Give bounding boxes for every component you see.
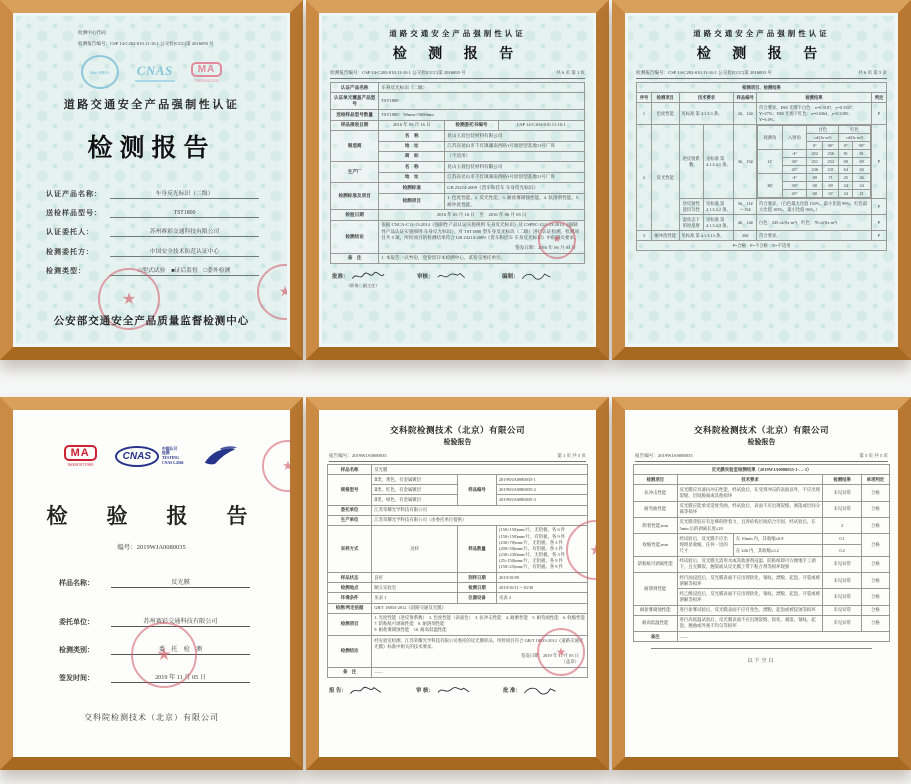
review-sig-label: 审 核： [416, 688, 434, 695]
cover-fields [59, 577, 250, 683]
report-info-table: 认证产品名称 车身反光标识（二级） 认证单元覆盖产品型号 TST1800 送检样品型号数量 TST1800：50mm×5000mm 样品接收日期 2016 年 05 月 16 日 检测委托书编号 CSP 14-C202-010.11-16.1 制造商 名 称 昆山玉宸包装材料有限公司 地 址 江苏省昆山市千灯镇湖南西路1号原创型基地11号厂库 商 标 （不适用） 生产厂 名 称 昆山玉宸包装材料有限公司 地 址 江苏省昆山市千灯镇湖南西路1号原创型基地11号厂库 检测标准及项目 检测标准 GB 23214-2009《货车和挂车 车身反光标识》 检测项目 1. 色度性能。2. 反光性能。3. 耐盐雾腐蚀性能。4. 抗溶剂性能。5. 耐冲洗性能。 检验日期 2016 年 05 月 16 日 至 2016 年 06 月 03 日 检测结论 依据 CNCA-C11-13:2014《强制性产品认证实施规则 车身反光标识》及 CSPEC-C11-13:2014《强制性产品认证实施细则 车身反光标识》，对 TST1800 型车身反光标识（二级）进行认证检测，检测项目共 5 项，所检项目的检测结果符合 GB 23214-2009《货车和挂车 车身反光标识》中的相关要求。 签发日期：2016 年 06 月 03 日 ★ 备 注 1. 本报告一式叁份，壹份留存本检测中心，贰份交委托单位。 [330, 82, 585, 264]
certification-type-line: 道路交通安全产品强制性认证 [63, 99, 240, 111]
results-table: 检测项目、检测结果 序号 检测项目 技术要求 样品编号 检测结果 判定 1 色度性能 见标准 第 4.1.3.3 条。 2#、12# 符合要求。D65 光源下白色：x=0.3187，y=0.3327；Y=27%；D65 光源下红色：x=0.6364，y=0.3385；Y=6.0%； P 2 反光性能 逆反射系数 见标准 第 4.1.3.4.1 条。 3#、15# 观测角 入射角 白色 红色 cd/(lx·m²) cd/(lx·m²) 0° 90° 0° 90° 12′ -4° 252 256 81 81 30° 251 254 69 69 45° 236 231 64 60 30′ -4° 69 71 25 26 30° 68 69 24 24 45° 68 67 24 21 P 逆反射性能均匀性 见标准 第 4.1.3.4.2 条。 5#、11#～15# 符合要求。（白色最大比值 102%，最小比值 99%；红色最大比值 103%，最小比值 96%。） P 湿状态下的逆反射 见标准 第 4.1.3.4.3 条。 4#、14# 白色：245 cd/(lx·m²) 红色：78 cd/(lx·m²) P 3 耐冲洗性能 见标准 第 4.1.3.13 条。 20# 符合要求。 P P=合格 F=不合格 N=不适用 [636, 82, 887, 251]
field-value: 反光膜 [111, 577, 250, 588]
page-indicator: 共 6 页 第 1 页 [556, 70, 585, 75]
framed-certificate-ccc-page5[interactable] [612, 0, 911, 360]
cma-number: 150020021432 [193, 77, 220, 83]
blank-below-note: 以下空白 [747, 659, 776, 665]
retroreflection-matrix: 观测角 入射角 白色 红色 cd/(lx·m²) cd/(lx·m²) 0° 90° 0° 90° 12′ -4° 252 256 81 81 30° 251 254 69 69 45° 236 231 64 60 30′ -4° 69 71 25 26 30° 68 69 24 24 45° 68 67 24 21 [757, 125, 871, 198]
review-label: 审核： [417, 274, 434, 281]
sample-quantities: (150×150)mm/片，无铝板。各 6 件 (150×150)mm/片，有铝板。各 9 件 (230×70)mm/片，无铝板。各 3 件 (200×50)mm/片，有铝板。各 3 件 (230×230)mm/片，无铝板。各 3 件 (25×150)mm/片，无铝板。各 9 件 (150×25)mm/片，有铝板。各 9 件 [496, 525, 587, 572]
certification-type-line: 道路交通安全产品强制性认证 [693, 29, 830, 38]
review-signature [436, 684, 470, 697]
report-number: 报告编号：2019WJA0080035 [329, 453, 387, 458]
compile-label: 编制： [502, 274, 519, 281]
framed-inspection-report-page5[interactable] [612, 397, 911, 770]
jiaokeyuan-swoosh-logo-icon [201, 444, 239, 468]
issuing-company-name: 交科院检测技术（北京）有限公司 [84, 713, 219, 722]
divider [651, 648, 872, 649]
field-label: 样品名称： [59, 579, 94, 587]
report-number-line [636, 70, 887, 79]
approve-label: 批准： [332, 274, 349, 281]
inspection-report-cover [13, 410, 290, 757]
cnas-logo-icon: CNAS 中国认可 检测 TESTING CNAS L4566 [115, 446, 184, 467]
field-label: 认证产品名称： [46, 190, 102, 198]
reviewer-signature [436, 270, 466, 282]
field-label: 委托单位： [59, 618, 94, 626]
field-value: 苏州赛彩交通科技有限公司 [111, 616, 250, 627]
signature-row [332, 270, 583, 282]
field-label: 检测类型： [46, 267, 86, 275]
framed-certificate-ccc-cover[interactable] [0, 0, 303, 360]
signature-row [329, 684, 586, 697]
approver-signature [351, 270, 385, 282]
page-indicator: 共 6 页 第 5 页 [858, 70, 887, 75]
field-label: 检测类别： [59, 646, 94, 654]
accreditation-logos [16, 55, 287, 89]
field-label: 签发时间： [59, 674, 94, 682]
cover-fields [46, 188, 259, 276]
report-number-line [330, 70, 585, 79]
compiler-signature [521, 270, 551, 282]
field-value: 车身反光标识（二级） [110, 188, 259, 199]
legend: P=合格 F=不合格 N=不适用 [637, 241, 887, 251]
approver-title: （职务：副主任） [346, 283, 380, 289]
accreditation-logos [13, 438, 290, 474]
report-subtitle: 检验报告 [443, 438, 472, 446]
certification-type-line: 道路交通安全产品强制性认证 [389, 29, 526, 38]
field-label: 送检样品型号： [46, 208, 102, 217]
cma-logo-icon: MA 160001071969 [64, 445, 97, 467]
inspection-report-page1 [319, 410, 596, 757]
cnas-text: 中国认可 检测 TESTING CNAS L4566 [162, 446, 184, 465]
approve-sig-label: 批 准： [503, 688, 521, 695]
certificate-ccc-page1 [319, 13, 596, 347]
certificate-ccc-cover [13, 13, 290, 347]
ilac-mra-logo-icon: ilac-MRA [81, 55, 119, 89]
report-sig-label: 报 告： [329, 688, 347, 695]
report-signature [349, 684, 383, 697]
framed-inspection-report-page1[interactable] [306, 397, 609, 770]
results-table: 反光膜实验室检测结果（2019WJA0080035-1-…-3） 检测项目 技术要求 检测结果 单项判定 抗冲击性能 反光膜应具备抗冲击性能，经试验后，在受到冲击的表面以外，不应出现裂缝、层间脱离或其他损坏 未见异常 合格 耐弯曲性能 反光膜应能承受适度弯曲，经试验后，表面不应出现裂缝、剥落或层间分离等损坏 未见异常 合格 附着性能,mm 反光膜背胶应有足够的附着力，且各结构层间结合牢固，经试验后，在 5min 后的剥离长度≤20 2 合格 收缩性能,mm 经试验后，反光膜不应出现明显收缩，任何一边的尺寸 在 10min 内，其收缩≤0.8 0.1 合格 在 24h 内，其收缩≤3.2 0.2 防粘纸可剥离性能 经试验后，反光膜无需用水或其他溶剂浸湿，防粘纸即可方便地手工剥下，且无撕裂、翘裂或从反光膜上带下粘合剂等损坏现象 未见异常 合格 耐溶剂性能 经汽油浸泡后，反光膜表面不应出现软化、皱纹、漂脱、起泡、开裂或被溶解等损坏 未见异常 合格 经乙醇浸泡后，反光膜表面不应出现软化、皱纹、漂脱、起泡、开裂或被溶解等损坏 未见异常 合格 耐盐雾腐蚀性能 进行盐雾试验后，反光膜表面不应有变色、漂脱、起泡或被侵蚀等损坏 未见异常 合格 耐高低温性能 进行高低温试验后，反光膜表面不应出现裂缝、软化、剥落、皱纹、起泡、翘曲或外观不均匀等损坏 未见异常 合格 备注 —— [633, 464, 890, 642]
page-indicator: 第 5 页 共 5 页 [859, 453, 888, 458]
sign-date: 签发日期：2016 年 06 月 03 日 [515, 244, 576, 250]
issuing-center-name: 公安部交通安全产品质量监督检测中心 [53, 316, 250, 327]
framed-certificate-ccc-page1[interactable] [306, 0, 609, 360]
report-number: 编号：2019WJA0080035 [117, 544, 186, 551]
framed-inspection-report-cover[interactable] [0, 397, 303, 770]
center-code-label: 检测中心代码： [78, 30, 111, 35]
field-label: 检测委托方： [46, 247, 94, 256]
inspection-report-page5 [625, 410, 898, 757]
report-subtitle: 检验报告 [747, 438, 776, 446]
field-value: 苏州赛彩交通科技有限公司 [110, 226, 259, 237]
cma-logo-icon: MA 150020021432 [191, 62, 223, 83]
conclusion-text: 依据 CNCA-C11-13:2014《强制性产品认证实施规则 车身反光标识》及 CSPEC-C11-13:2014《强制性产品认证实施细则 车身反光标识》，对 TST1800 型车身反光标识（二级）进行认证检测，检测项目共 5 项，所检项目的检测结果符合 GB 23214-2009《货车和挂车 车身反光标识》中的相关要求。 [381, 222, 579, 241]
red-seal-stamp-partial [257, 264, 290, 320]
report-number-line [635, 453, 888, 462]
issuing-company-name: 交科院检测技术（北京）有限公司 [693, 425, 829, 435]
sign-date: 签发日期：2019 年 11 月 05 日 [520, 652, 579, 658]
report-title: 检 测 报 告 [392, 47, 523, 62]
field-label: 认证委托人： [46, 228, 94, 236]
report-title: 检 验 报 告 [46, 504, 257, 528]
report-number: 报告编号：2019WJA0080035 [635, 453, 693, 458]
conclusion-text: 经实验室检测，江苏荣耀光学科技有限公司委托的反光膜样品，所检项目符合 GB/T 18833-2012《道路交通反光膜》标准中相关的技术要求。 [374, 637, 584, 649]
field-value: TST1800 [110, 210, 259, 218]
certificate-ccc-page5 [625, 13, 898, 347]
issuing-company-name: 交科院检测技术（北京）有限公司 [389, 425, 525, 435]
report-number: 检测报告编号：CSP 14-C202-010.11-16.1 公交检[CCC]第 2016093 号 [636, 70, 772, 75]
report-number-line [329, 453, 586, 462]
report-title: 检 测 报 告 [696, 47, 827, 62]
report-title: 检测报告 [87, 135, 216, 162]
report-number: 检测报告编号：CSP 14-C202-010.11-16.1 公交检[CCC]第 2016093 号 [330, 70, 466, 75]
field-value: 中国安全技术防范认证中心 [110, 246, 259, 257]
checkbox-row: □型式试验 ■证后监督 □委外检测 [110, 265, 259, 276]
page-indicator: 第 1 页 共 5 页 [557, 453, 586, 458]
report-number-line: 检测报告编号：CSP 14-C202-010.11-16.1 公交检[CCC]第 2016093 号 [78, 41, 214, 46]
field-value: 2019 年 11 月 05 日 [111, 672, 250, 683]
report-info-table: 样品名称 反光膜 规格型号 Ⅱ类，黄色，有金属镀层 样品编号 2019WJA0080035-1 Ⅱ类，红色，有金属镀层 2019WJA0080035-2 Ⅱ类，绿色，有金属镀层 2019WJA0080035-3 委托单位 江苏荣耀光学科技有限公司 生产单位 江苏荣耀光学科技有限公司（由委托单位提供） 采样方式 送样 样品数量 (150×150)mm/片，无铝板。各 6 件 (150×150)mm/片，有铝板。各 9 件 (230×70)mm/片，无铝板。各 3 件 (200×50)mm/片，有铝板。各 3 件 (230×230)mm/片，无铝板。各 3 件 (25×150)mm/片，无铝板。各 9 件 (150×25)mm/片，有铝板。各 9 件 样品状态 良好 到样日期 2019/10/09 检测地点 顺义实验室 检测日期 2019/10/11～10/30 环境条件 见表 1 仪器设备 见表 2 检测/判定依据 GB/T 18833-2012《道路交通反光膜》 检测项目 1. 光度性能（逆反射系数） 2. 色度性能（表面色） 3. 抗冲击性能 4. 耐磨性能 5. 耐弯曲性能 6. 收缩性能 7. 防粘纸可剥离性能 8. 耐溶剂性能 9. 耐盐雾腐蚀性能 10. 耐高低温性能 检测结论 经实验室检测，江苏荣耀光学科技有限公司委托的反光膜样品，所检项目符合 GB/T 18833-2012《道路交通反光膜》标准中相关的技术要求。 签发日期：2019 年 11 月 05 日 （盖章） ★ 备 注 —— [327, 464, 588, 678]
cnas-logo-icon: CNAS [135, 63, 175, 82]
field-value: 委 托 检 测 [111, 644, 250, 655]
seal-note: （盖章） [561, 659, 579, 665]
approve-signature [523, 684, 557, 697]
cma-number: 160001071969 [66, 462, 94, 467]
